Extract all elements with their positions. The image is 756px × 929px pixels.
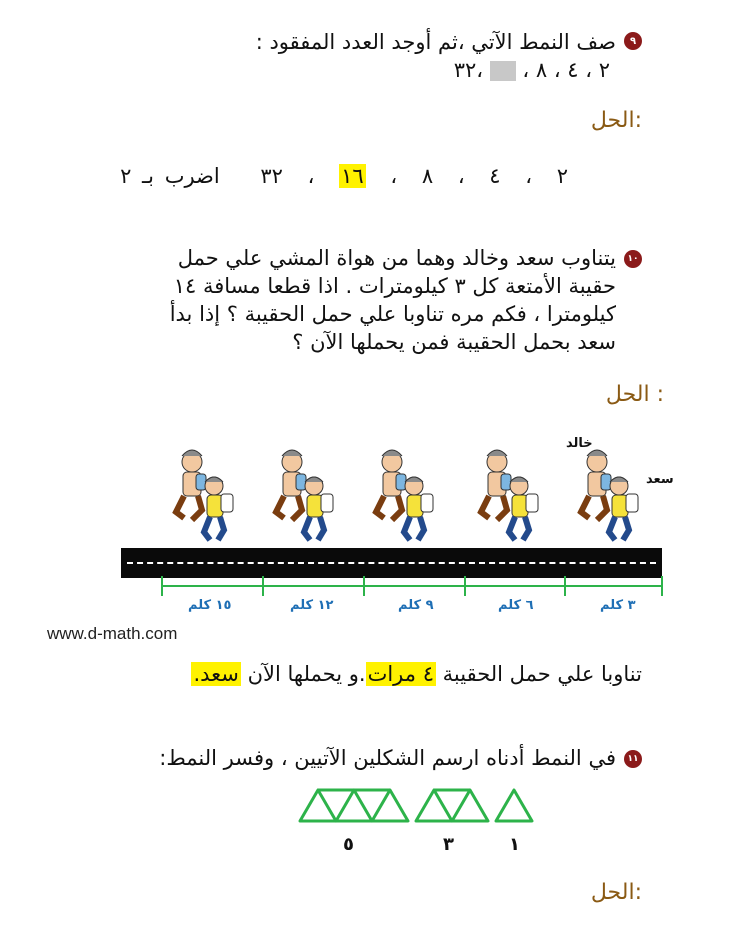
sep: ، <box>525 164 533 188</box>
pattern-label-1: ١ <box>509 834 520 855</box>
answer-text-c: .و يحملها الآن <box>240 662 366 686</box>
solution-label-9: الحل: <box>590 108 642 133</box>
pattern-label-3: ٣ <box>443 834 454 855</box>
triangle-pattern <box>296 786 536 826</box>
question-10-text <box>116 244 616 356</box>
distance-line <box>161 585 663 587</box>
answer-text-a: تناوبا علي حمل الحقيبة <box>435 662 642 686</box>
answer-times-highlight: ٤ مرات <box>367 662 434 686</box>
five-triangle-shape <box>300 790 408 821</box>
walkers-at-6km <box>481 450 538 540</box>
one-triangle-shape <box>496 790 532 821</box>
sep: ، <box>457 164 465 188</box>
question-10-answer <box>191 660 642 688</box>
distance-9km: ٩ كلم <box>398 598 434 613</box>
answer-n1: ٢ <box>556 164 568 188</box>
question-10-line-3: كيلومترا ، فكم مره تناوبا علي حمل الحقيبة ؟ إذا بدأ <box>169 302 616 326</box>
missing-number-box <box>490 61 516 81</box>
distance-12km: ١٢ كلم <box>290 598 334 613</box>
walkers-at-9km <box>376 450 433 540</box>
distance-3km: ٣ كلم <box>600 598 636 613</box>
question-11-badge: ١١ <box>624 750 642 768</box>
answer-n5: ٣٢ <box>260 164 283 188</box>
answer-n2: ٤ <box>489 164 501 188</box>
three-triangle-shape <box>416 790 488 821</box>
sep: ، <box>307 164 315 188</box>
road <box>121 548 662 578</box>
question-10-line-4: سعد بحمل الحقيبة فمن يحملها الآن ؟ <box>292 330 616 354</box>
question-9-text: صف النمط الآتي ،ثم أوجد العدد المفقود : <box>255 30 616 54</box>
question-11-text: في النمط أدناه ارسم الشكلين الآتيين ، وفسر النمط: <box>159 746 616 770</box>
question-9-answer <box>120 162 568 190</box>
walkers-at-12km <box>276 450 333 540</box>
walkers-at-15km <box>176 450 233 540</box>
question-10-line-1: يتناوب سعد وخالد وهما من هواة المشي علي حمل <box>177 246 616 270</box>
distance-6km: ٦ كلم <box>498 598 534 613</box>
answer-n4-highlight: ١٦ <box>341 164 364 188</box>
question-10-badge: ١٠ <box>624 250 642 268</box>
sep: ، <box>390 164 398 188</box>
pattern-label-5: ٥ <box>343 834 354 855</box>
name-saad: سعد <box>646 472 674 487</box>
question-9-badge: ٩ <box>624 32 642 50</box>
solution-label-11: الحل: <box>590 880 642 905</box>
website-link[interactable]: www.d-math.com <box>47 624 178 643</box>
distance-15km: ١٥ كلم <box>188 598 232 613</box>
walkers-at-3km <box>581 450 638 540</box>
answer-name-highlight: سعد. <box>193 662 239 686</box>
sequence-end: ،٣٢ <box>453 58 490 82</box>
sequence-start: ٢ ، ٤ ، ٨ ، <box>515 58 610 82</box>
solution-label-10: الحل : <box>605 382 664 407</box>
answer-rule: اضرب بـ ٢ <box>120 164 220 188</box>
answer-n3: ٨ <box>421 164 434 188</box>
question-10-line-2: حقيبة الأمتعة كل ٣ كيلومترات . اذا قطعا مسافة ١٤ <box>173 274 616 298</box>
name-khaled: خالد <box>566 436 593 451</box>
question-9-sequence <box>454 56 610 84</box>
